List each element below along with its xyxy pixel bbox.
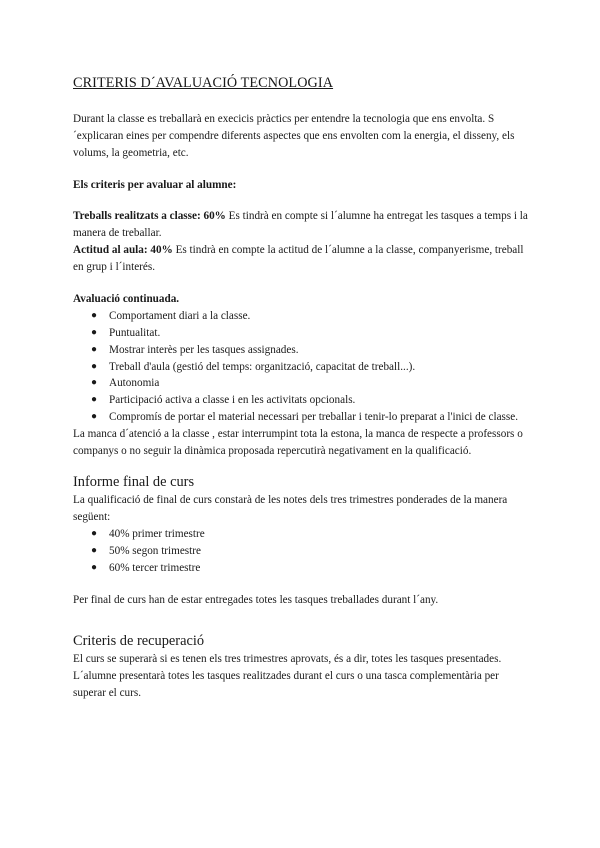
final-report-intro: La qualificació de final de curs constarà de les notes dels tres trimestres ponderades de la manera següent: — [73, 494, 508, 524]
continuous-list — [73, 308, 528, 426]
bullet-icon: ● — [91, 394, 98, 406]
continuous-note: La manca d´atenció a la classe , estar interrumpint tota la estona, la manca de respecte a professors o companys o no seguir la dinàmica proposada repercutirà negativament en la qualificació. — [73, 427, 523, 457]
bullet-icon: ● — [91, 310, 98, 322]
criterion-attitude-text: Es tindrà en compte la actitud de l´alumne a la classe, companyerisme, treball en grup i l´interés. — [73, 243, 524, 273]
recovery-paragraph-1: El curs se superarà si es tenen els tres trimestres aprovats, és a dir, totes les tasques presentades. — [73, 653, 502, 666]
list-item: ● Mostrar interès per les tasques assignades. — [73, 342, 528, 359]
list-item: ● 60% tercer trimestre — [73, 560, 528, 577]
list-item: ● 50% segon trimestre — [73, 543, 528, 560]
criteria-heading: Els criteris per avaluar al alumne: — [73, 179, 237, 192]
bullet-icon: ● — [91, 561, 98, 573]
recovery-heading: Criteris de recuperació — [73, 633, 205, 650]
list-item: ● Participació activa a classe i en les activitats opcionals. — [73, 392, 528, 409]
list-item: ● Puntualitat. — [73, 325, 528, 342]
bullet-icon: ● — [91, 410, 98, 422]
list-item: ● Treball d'aula (gestió del temps: organització, capacitat de treball...). — [73, 359, 528, 376]
list-item: ● 40% primer trimestre — [73, 526, 528, 543]
final-report-heading: Informe final de curs — [73, 474, 195, 491]
final-report-list — [73, 526, 528, 576]
intro-paragraph: Durant la classe es treballarà en execicis pràctics per entendre la tecnologia que ens envolta. S´explicaran eines per compendre diferents aspectes que ens envolten com la energia, el disseny, els volums, la geometria, etc. — [73, 113, 515, 159]
bullet-icon: ● — [91, 360, 98, 372]
bullet-icon: ● — [91, 343, 98, 355]
bullet-icon: ● — [91, 544, 98, 556]
final-report-note: Per final de curs han de estar entregades totes les tasques treballades durant l´any. — [73, 594, 439, 607]
bullet-icon: ● — [91, 326, 98, 338]
criterion-classwork — [73, 208, 528, 242]
criterion-classwork-label: Treballs realitzats a classe: 60% — [73, 210, 226, 223]
document-body — [73, 74, 528, 702]
list-item: ● Autonomia — [73, 375, 528, 392]
bullet-icon: ● — [91, 377, 98, 389]
recovery-paragraph-2: L´alumne presentarà totes les tasques realitzades durant el curs o una tasca complementària per superar el curs. — [73, 669, 499, 699]
criterion-attitude — [73, 242, 528, 276]
list-item: ● Compromís de portar el material necessari per treballar i tenir-lo preparat a l'inici de classe. — [73, 409, 528, 426]
continuous-heading: Avaluació continuada. — [73, 293, 180, 306]
document-title: CRITERIS D´AVALUACIÓ TECNOLOGIA — [73, 75, 334, 91]
bullet-icon: ● — [91, 527, 98, 539]
criterion-attitude-label: Actitud al aula: 40% — [73, 243, 173, 256]
criterion-classwork-text: Es tindrà en compte si l´alumne ha entregat les tasques a temps i la manera de treballar. — [73, 210, 528, 239]
list-item: ● Comportament diari a la classe. — [73, 308, 528, 325]
